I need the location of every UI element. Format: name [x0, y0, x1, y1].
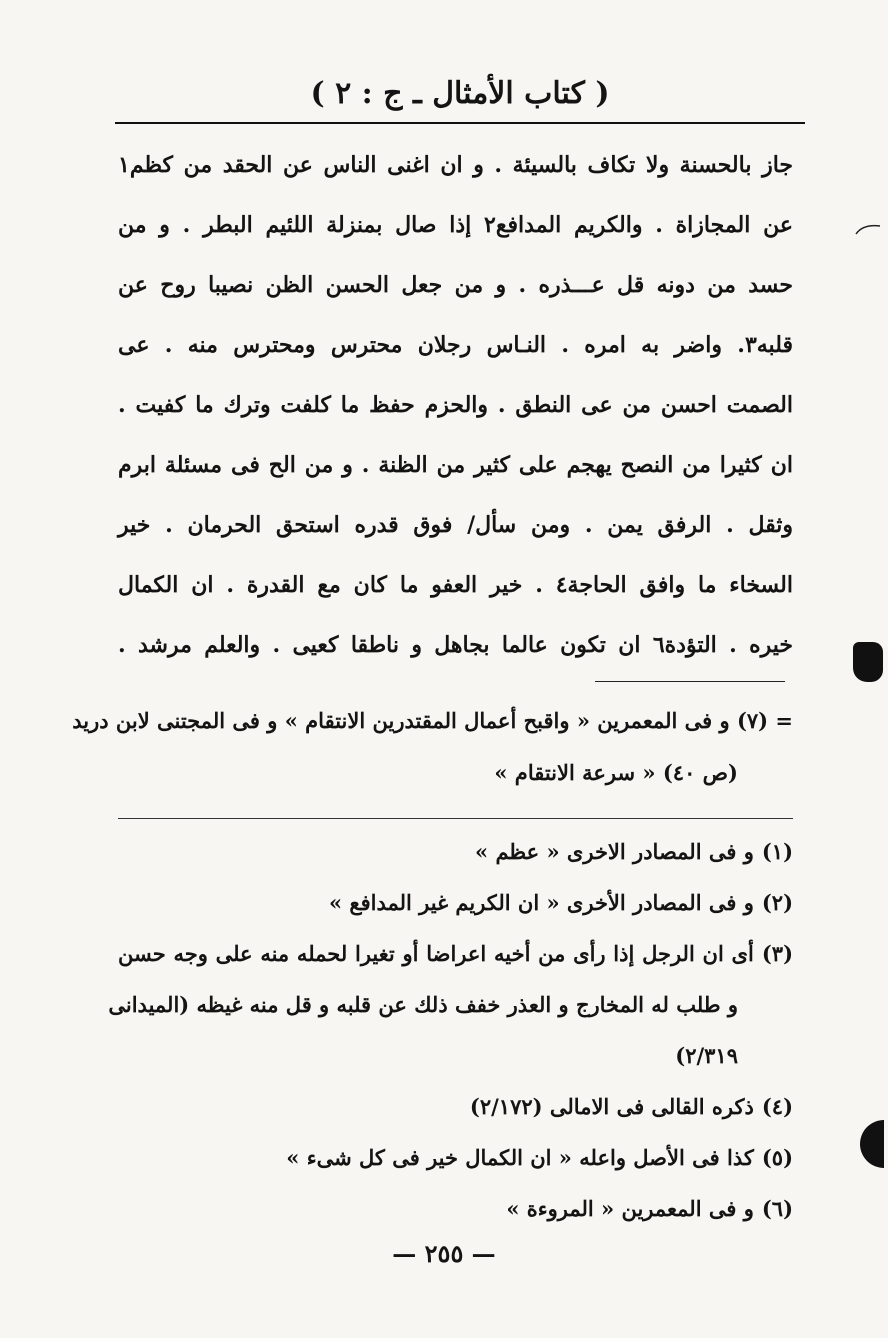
footnote-number: (٢): [761, 890, 793, 915]
text-line: ان كثيرا من النصح يهجم على كثير من الظنة . و من الح فى مسئلة ابرم: [118, 452, 793, 478]
footnote-4: [118, 1081, 793, 1132]
footnote-number: (٥): [761, 1145, 793, 1170]
continued-footnote-line: = (٧) و فى المعمرين « واقبح أعمال المقتدرين الانتقام » و فى المجتنى لابن دريد: [72, 708, 793, 733]
continued-footnote-line: (ص ٤٠) « سرعة الانتقام »: [494, 760, 738, 785]
scan-ink-blot: [853, 642, 883, 682]
text-line: جاز بالحسنة ولا تكاف بالسيئة . و ان اغنى الناس عن الحقد من كظم١: [118, 152, 793, 178]
footnote-number: (٦): [761, 1196, 793, 1221]
footnote-text: و فى المصادر الأخرى « ان الكريم غير المدافع »: [328, 890, 754, 915]
footnote-6: [118, 1183, 793, 1234]
page-number: — ٢٥٥ —: [392, 1239, 496, 1268]
footnote-number: (٤): [761, 1094, 793, 1119]
footnote-text: و فى المعمرين « المروءة »: [506, 1196, 754, 1221]
text-line: عن المجازاة . والكريم المدافع٢ إذا صال بمنزلة اللئيم البطر . و من: [118, 212, 793, 238]
text-line: حسد من دونه قل عـــذره . و من جعل الحسن الظن نصيبا روح عن: [118, 272, 793, 298]
footnote-text: ذكره القالى فى الامالى (٢/١٧٢): [469, 1094, 754, 1119]
text-line: الصمت احسن من عى النطق . والحزم حفظ ما كلفت وترك ما كفيت .: [118, 392, 793, 418]
scan-ink-blot: [860, 1120, 884, 1168]
footnotes: [108, 826, 793, 1234]
footnote-2: [118, 877, 793, 928]
footnote-1: [118, 826, 793, 877]
footnote-separator-long: [118, 818, 793, 819]
margin-pen-mark: [855, 222, 881, 236]
header-rule: [115, 122, 805, 124]
footnote-5: [118, 1132, 793, 1183]
text-line: السخاء ما وافق الحاجة٤ . خير العفو ما كان مع القدرة . ان الكمال: [118, 572, 793, 598]
footnote-separator-short: [595, 681, 785, 682]
main-text: [118, 135, 793, 675]
footnote-text: أى ان الرجل إذا رأى من أخيه اعراضا أو تغيرا لحمله منه على وجه حسن: [118, 941, 754, 966]
text-line: وثقل . الرفق يمن . ومن سأل/ فوق قدره استحق الحرمان . خير: [118, 512, 793, 538]
footnote-number: (٣): [761, 941, 793, 966]
footnote-text: كذا فى الأصل واعله « ان الكمال خير فى كل شىء »: [286, 1145, 754, 1170]
footnote-text: ٢/٣١٩): [675, 1043, 738, 1068]
footnote-text: و طلب له المخارج و العذر خفف ذلك عن قلبه و قل منه غيظه (الميدانى: [108, 992, 738, 1017]
footnote-text: و فى المصادر الاخرى « عظم »: [475, 839, 754, 864]
footnote-number: (١): [761, 839, 793, 864]
continued-footnote: [72, 695, 793, 799]
text-line: خيره . التؤدة٦ ان تكون عالما بجاهل و ناطقا كعيى . والعلم مرشد .: [118, 632, 793, 658]
footnote-3: [108, 928, 793, 1081]
page-header-title: ( كتاب الأمثال ـ ج : ٢ ): [310, 76, 610, 111]
text-line: قلبه٣. واضر به امره . النـاس رجلان محترس ومحترس منه . عى: [118, 332, 793, 358]
